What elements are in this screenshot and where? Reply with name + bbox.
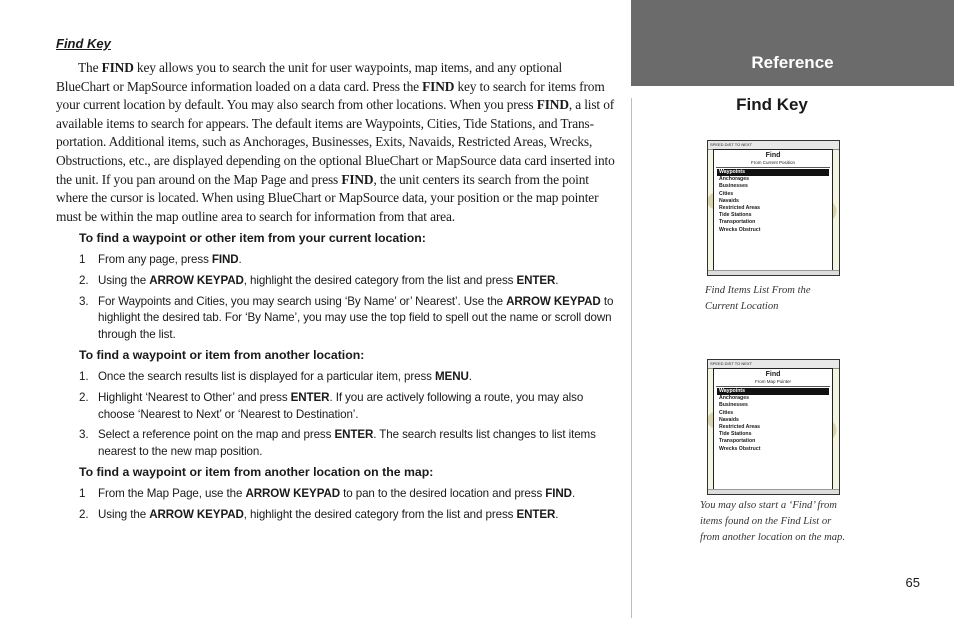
- divider: [716, 386, 830, 387]
- step-item: [56, 369, 616, 386]
- key-name: ENTER: [290, 390, 330, 404]
- find-list-item[interactable]: Waypoints: [717, 388, 829, 395]
- reference-tab-label: Reference: [751, 53, 834, 72]
- find-list-item[interactable]: Transportation: [719, 438, 756, 445]
- figure-caption: You may also start a ‘Find’ from items found on the Find List or from another location on the map.: [700, 500, 845, 543]
- step-number: 3.: [79, 428, 89, 442]
- data-field-bar: SPEED DIST TO NEXT: [708, 141, 839, 150]
- key-name: ENTER: [516, 273, 556, 287]
- find-window: [713, 149, 833, 271]
- step-number: 1.: [79, 370, 89, 384]
- find-window-title: Find: [765, 152, 781, 159]
- key-name: FIND: [536, 97, 569, 113]
- reference-tab: [631, 0, 954, 86]
- procedure-steps: [56, 252, 616, 343]
- find-list-item[interactable]: Cities: [719, 190, 734, 197]
- step-text: .: [468, 370, 472, 384]
- key-name: ARROW KEYPAD: [506, 294, 601, 308]
- step-text: Highlight ‘Nearest to Other’ and press: [98, 390, 291, 404]
- step-text: .: [571, 487, 576, 501]
- status-bar: [708, 489, 839, 494]
- divider: [716, 167, 830, 168]
- find-list-item[interactable]: Cities: [719, 409, 734, 416]
- find-window-subtitle: From Current Position: [750, 160, 795, 165]
- find-list-item[interactable]: Restricted Areas: [719, 205, 761, 212]
- key-name: FIND: [545, 487, 572, 501]
- step-text: For Waypoints and Cities, you may search using ‘By Name’ or’ Nearest’. Use the: [98, 294, 507, 308]
- intro-text: key to search for items from your current location by default. You may also search from other locations. When you press: [56, 78, 605, 113]
- step-text: to highlight the desired tab. For ‘By Name’, you may use the top field to spell out the name or scroll down through the list.: [98, 294, 614, 341]
- main-content: [56, 36, 616, 527]
- procedure-heading: To find a waypoint or other item from your current location:: [79, 231, 426, 246]
- key-name: MENU: [435, 370, 469, 384]
- find-window-title: Find: [765, 371, 781, 378]
- key-name: FIND: [101, 60, 134, 75]
- find-list-item[interactable]: Wrecks Obstruct: [719, 445, 761, 452]
- find-list-item[interactable]: Wrecks Obstruct: [719, 226, 761, 233]
- key-name: FIND: [341, 171, 374, 187]
- find-list-item[interactable]: Businesses: [719, 183, 748, 190]
- step-text: Using the: [98, 273, 150, 287]
- device-screenshot-map-pointer: [707, 359, 840, 495]
- find-list-item[interactable]: Transportation: [719, 219, 756, 226]
- step-item: [56, 507, 616, 524]
- find-list-item[interactable]: Navaids: [719, 197, 739, 204]
- key-name: ARROW KEYPAD: [149, 273, 244, 287]
- find-list-item[interactable]: Restricted Areas: [719, 424, 761, 431]
- step-text: Once the search results list is displayed for a particular item, press: [98, 370, 435, 384]
- key-name: ARROW KEYPAD: [149, 507, 244, 521]
- step-text: .: [555, 273, 559, 287]
- key-name: ENTER: [516, 507, 556, 521]
- find-list-item[interactable]: Navaids: [719, 416, 739, 423]
- step-text: , highlight the desired category from the list and press: [243, 273, 517, 287]
- step-number: 2.: [79, 507, 89, 521]
- procedure-steps: [56, 486, 616, 523]
- step-item: [56, 486, 616, 503]
- page-number: 65: [905, 575, 920, 590]
- procedure-heading: To find a waypoint or item from another location:: [79, 348, 365, 363]
- step-item: [56, 273, 616, 290]
- procedure-steps: [56, 369, 616, 460]
- device-screenshot-current-location: [707, 140, 840, 276]
- step-text: From any page, press: [98, 253, 212, 267]
- section-title: Find Key: [56, 36, 111, 51]
- find-list-item[interactable]: Tide Stations: [719, 431, 752, 438]
- step-text: Using the: [98, 507, 150, 521]
- intro-text: The: [78, 60, 102, 75]
- key-name: FIND: [422, 78, 455, 94]
- find-list-item[interactable]: Anchorages: [719, 395, 749, 402]
- find-list-item[interactable]: Tide Stations: [719, 212, 752, 219]
- sidebar-heading: Find Key: [736, 95, 808, 114]
- figure-caption: Find Items List From the Current Location: [705, 285, 811, 312]
- key-name: ENTER: [334, 428, 374, 442]
- key-name: FIND: [211, 253, 239, 267]
- step-text: to pan to the desired location and press: [340, 487, 546, 501]
- step-item: [56, 294, 616, 344]
- step-number: 1: [79, 487, 86, 501]
- step-text: .: [555, 507, 559, 521]
- step-item: [56, 252, 616, 269]
- find-list-item[interactable]: Businesses: [719, 402, 748, 409]
- intro-text: , the unit centers its search from the point where the cursor is located. When using BlueChart or MapSource data, your position or the map pointer must be within the map outline area to search for information from that area.: [56, 171, 599, 224]
- status-bar: [708, 270, 839, 275]
- step-item: [56, 427, 616, 460]
- step-text: . The search results list changes to list items nearest to the new map position.: [98, 428, 596, 458]
- data-field-bar: SPEED DIST TO NEXT: [708, 360, 839, 369]
- step-number: 1: [79, 253, 86, 267]
- find-list-item[interactable]: Waypoints: [717, 169, 829, 176]
- step-text: .: [238, 253, 242, 267]
- key-name: ARROW KEYPAD: [245, 487, 341, 501]
- step-text: . If you are actively following a route, you may also choose ‘Nearest to Next’ or ‘Nearest to Destination’.: [98, 390, 584, 421]
- sidebar-divider: [631, 98, 632, 618]
- find-window-subtitle: From Map Pointer: [754, 379, 791, 384]
- find-list-item[interactable]: Anchorages: [719, 176, 749, 183]
- procedure-heading: To find a waypoint or item from another location on the map:: [79, 465, 434, 480]
- step-number: 3.: [79, 294, 89, 308]
- find-window: [713, 368, 833, 490]
- step-text: Select a reference point on the map and press: [98, 428, 335, 442]
- intro-paragraph: [56, 59, 616, 226]
- step-text: , highlight the desired category from the list and press: [243, 507, 517, 521]
- step-text: From the Map Page, use the: [98, 487, 246, 501]
- intro-text: , a list of available items to search for appears. The default items are Waypoints, Cities, Tide Stations, and Trans-portation. Additional items, such as Anchorages, Businesses, Exits, Navaids, Restricted Areas, Wrecks, Obstructions, etc., are displayed depending on the optional BlueChart or MapSource data card inserted into the unit. If you pan around on the Map Page and press: [56, 97, 615, 187]
- step-item: [56, 390, 616, 423]
- step-number: 2.: [79, 273, 89, 287]
- step-number: 2.: [79, 390, 89, 404]
- intro-text: key allows you to search the unit for user waypoints, map items, and any optional BlueChart or MapSource information loaded on a data card. Press the: [56, 60, 563, 94]
